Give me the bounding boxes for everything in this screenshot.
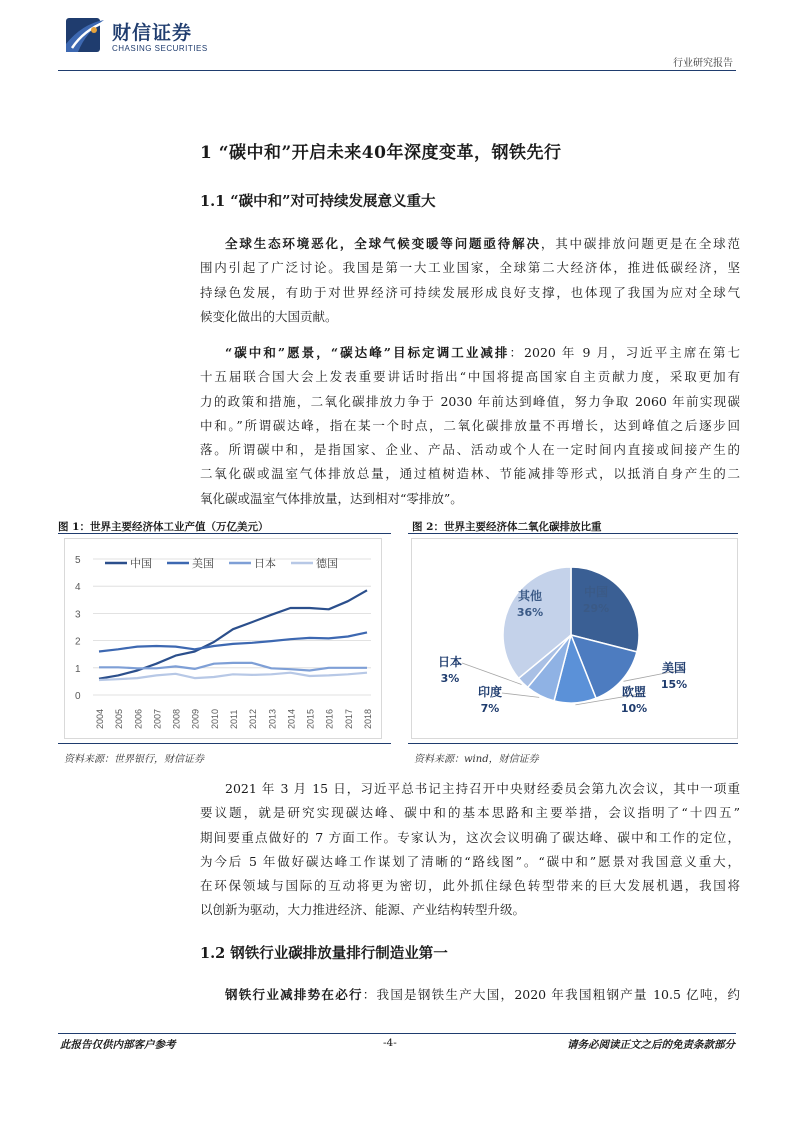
paragraph-line: 期间要重点做好的 7 方面工作。专家认为，这次会议明确了碳达峰、碳中和工作的定位，: [200, 829, 740, 845]
paragraph-line: 落。所谓碳中和，是指国家、企业、产品、活动或个人在一定时间内直接或间接产生的: [200, 442, 740, 458]
x-tick-label: 2014: [286, 708, 297, 729]
paragraph-environment: [200, 232, 740, 329]
figure-2-top-rule: [408, 533, 738, 534]
figure-1-top-rule: [58, 533, 391, 534]
report-type-label: 行业研究报告: [673, 58, 733, 69]
paragraph-meeting: [200, 777, 740, 923]
paragraph-line: 在环保领域与国际的互动将更为密切，此外抓住绿色转型带来的巨大发展机遇，我国将: [200, 878, 740, 894]
footer-disclaimer-left: 此报告仅供内部客户参考: [60, 1039, 176, 1051]
y-tick-label: 0: [75, 691, 81, 702]
slice-name-label: 印度: [477, 685, 503, 699]
paragraph-line: 氧化碳或温室气体排放量，达到相对“零排放”。: [200, 490, 463, 506]
paragraph-line: 围内引起了广泛讨论。我国是第一大工业国家，全球第二大经济体，推进低碳经济，坚: [200, 260, 740, 276]
pie-chart: [412, 539, 737, 738]
page-number: -4-: [383, 1037, 397, 1049]
legend-label: 中国: [130, 557, 152, 570]
brand-name-en: CHASING SECURITIES: [112, 44, 208, 53]
slice-name-label: 美国: [661, 661, 687, 675]
x-tick-label: 2011: [229, 709, 239, 729]
figure-2-chart-frame: [411, 538, 738, 739]
x-tick-label: 2006: [133, 708, 144, 729]
slice-name-label: 欧盟: [621, 685, 647, 699]
series-line-美国: [99, 632, 367, 651]
x-tick-label: 2017: [343, 708, 354, 729]
paragraph-lead: 钢铁行业减排势在必行: [225, 987, 363, 1002]
y-tick-label: 5: [75, 555, 81, 566]
series-line-日本: [99, 663, 367, 671]
paragraph-lead: 全球生态环境恶化，全球气候变暖等问题亟待解决: [225, 236, 541, 251]
series-line-中国: [99, 590, 367, 678]
series-line-德国: [99, 673, 367, 680]
paragraph-line: ，其中碳排放问题更是在全球范: [540, 236, 740, 251]
figure-1-source: 资料来源：世界银行，财信证券: [64, 754, 204, 765]
paragraph-line: 为今后 5 年做好碳达峰工作谋划了清晰的“路线图”。“碳中和”愿景对我国意义重大，: [200, 853, 740, 869]
figure-1-bottom-rule: [58, 743, 391, 744]
slice-name-label: 日本: [437, 655, 463, 669]
slice-value-label: 15%: [660, 678, 688, 691]
x-tick-label: 2004: [95, 708, 105, 729]
company-logo-icon: [64, 14, 106, 56]
figure-1-title: 图 1：世界主要经济体工业产值（万亿美元）: [58, 521, 269, 533]
slice-value-label: 36%: [516, 606, 544, 619]
y-tick-label: 3: [75, 609, 81, 621]
header-divider: [58, 70, 736, 71]
paragraph-line: 力的政策和措施，二氧化碳排放力争于 2030 年前达到峰值，努力争取 2060 年前实现碳: [200, 393, 740, 409]
section-heading-1-2: 1.2 钢铁行业碳排放量排行制造业第一: [200, 945, 448, 962]
slice-name-label: 其他: [517, 589, 543, 603]
paragraph-line: 中和。”所谓碳达峰，指在某一个时点，二氧化碳排放量不再增长，达到峰值之后逐步回: [200, 417, 740, 433]
figure-2-bottom-rule: [408, 743, 738, 744]
legend-label: 日本: [254, 557, 276, 570]
paragraph-line: 2021 年 3 月 15 日，习近平总书记主持召开中央财经委员会第九次会议，其中一项重: [225, 781, 740, 796]
x-tick-label: 2015: [305, 708, 316, 729]
footer-divider: [58, 1033, 736, 1034]
paragraph-steel: [200, 983, 740, 1007]
x-tick-label: 2016: [324, 708, 335, 729]
legend-label: 美国: [192, 557, 214, 570]
paragraph-line: 二氧化碳或温室气体排放总量，通过植树造林、节能减排等形式，以抵消自身产生的二: [200, 466, 740, 482]
brand-name-cn: 财信证券: [112, 22, 193, 44]
paragraph-carbon-neutral: [200, 341, 740, 511]
x-tick-label: 2007: [152, 708, 163, 729]
slice-value-label: 10%: [620, 702, 648, 715]
figure-1-chart-frame: [64, 538, 382, 739]
y-tick-label: 2: [75, 636, 81, 648]
x-tick-label: 2010: [209, 708, 220, 729]
paragraph-line: ：我国是钢铁生产大国，2020 年我国粗钢产量 10.5 亿吨，约: [362, 987, 740, 1002]
paragraph-line: 要议题，就是研究实现碳达峰、碳中和的基本思路和主要举措，会议指明了“十四五”: [200, 805, 740, 821]
y-tick-label: 4: [75, 582, 81, 594]
slice-value-label: 3%: [440, 672, 460, 685]
legend-label: 德国: [316, 557, 338, 570]
slice-value-label: 29%: [582, 602, 610, 615]
slice-name-label: 中国: [583, 585, 609, 599]
paragraph-line: 以创新为驱动，大力推进经济、能源、产业结构转型升级。: [200, 902, 526, 918]
x-tick-label: 2009: [190, 708, 201, 729]
paragraph-line: 候变化做出的大国贡献。: [200, 308, 338, 324]
section-heading-1-1: 1.1 “碳中和”对可持续发展意义重大: [200, 193, 436, 210]
leader-line: [502, 693, 539, 697]
x-tick-label: 2008: [171, 708, 182, 729]
x-tick-label: 2013: [267, 708, 278, 729]
section-heading-1: 1 “碳中和”开启未来40年深度变革，钢铁先行: [200, 143, 562, 163]
footer-disclaimer-right: 请务必阅读正文之后的免责条款部分: [567, 1039, 735, 1051]
slice-value-label: 7%: [480, 702, 500, 715]
y-tick-label: 1: [75, 663, 81, 675]
paragraph-line: 持绿色发展，有助于对世界经济可持续发展形成良好支撑，也体现了我国为应对全球气: [200, 284, 740, 300]
x-tick-label: 2005: [114, 708, 125, 729]
paragraph-line: ：2020 年 9 月，习近平主席在第七: [509, 345, 741, 360]
x-tick-label: 2018: [363, 708, 373, 729]
x-tick-label: 2012: [248, 708, 259, 729]
paragraph-line: 十五届联合国大会上发表重要讲话时指出“中国将提高国家自主贡献力度，采取更加有: [200, 369, 740, 385]
figure-2-title: 图 2：世界主要经济体二氧化碳排放比重: [412, 521, 602, 533]
paragraph-lead: “碳中和”愿景，“碳达峰”目标定调工业减排: [225, 345, 510, 360]
line-chart: [65, 539, 381, 738]
figure-2-source: 资料来源：wind，财信证券: [414, 754, 539, 765]
